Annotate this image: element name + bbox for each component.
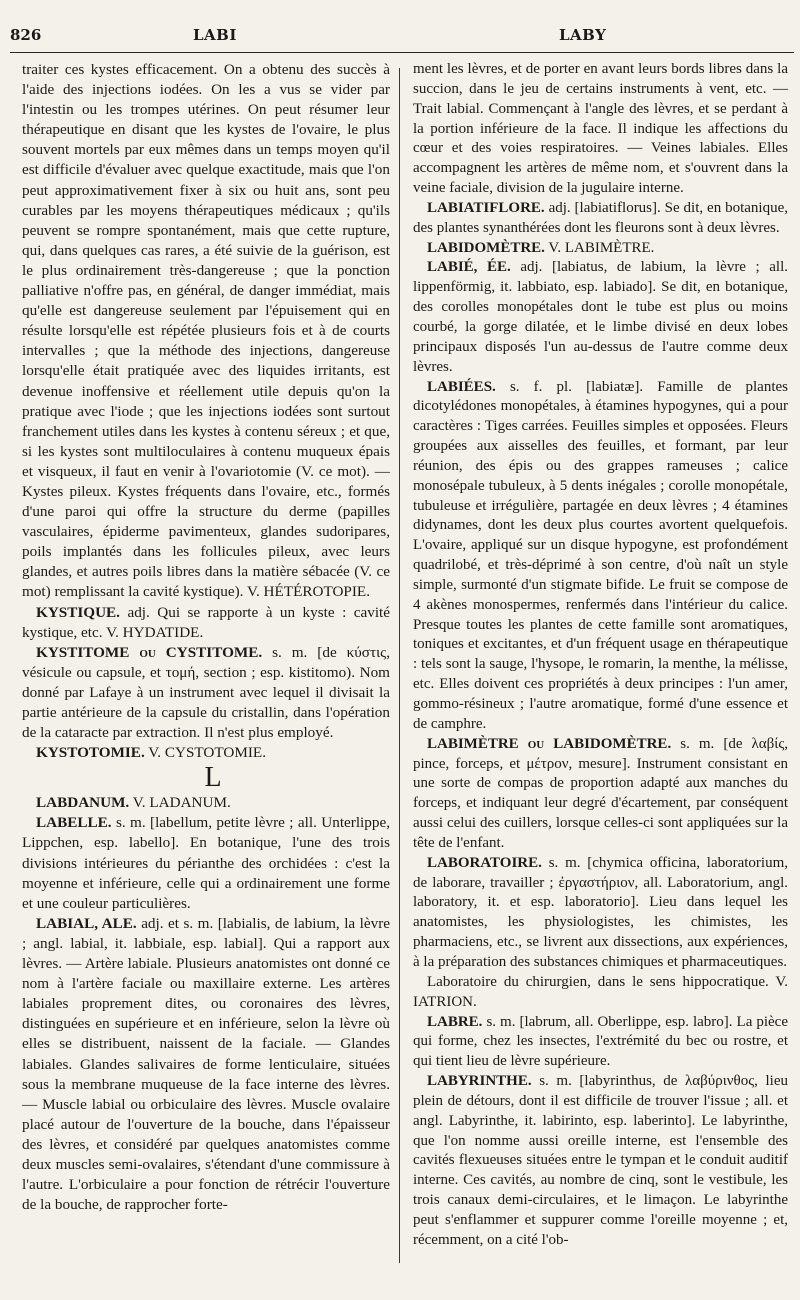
definition: V. LADANUM. [132, 794, 231, 812]
definition: s. m. [chymica officina, laboratorium, de laborare, travailler ; ἐργαστήριον, all. Laboratorium, angl. laboratory, it. et esp. laboratorio]. Lieu dans lequel les anatomistes, les physiologistes, les chimistes, les pharmaciens, etc., se livrent aux dissections, aux expériences, à la préparation des substances chimiques et pharmaceutiques. [413, 854, 789, 970]
headword: LABYRINTHE. [427, 1073, 532, 1090]
entry-laboratoire-subentry: Laboratoire du chirurgien, dans le sens hippocratique. V. IATRION. [413, 973, 788, 1010]
right-column [413, 60, 788, 1251]
headword: KYSTOTOMIE. [36, 744, 145, 762]
entry-labidometre [413, 239, 788, 259]
definition: s. f. pl. [labiatæ]. Famille de plantes dicotylédones monopétales, à étamines hypogynes, qui a pour caractères : Tiges carrées. Feuilles simples et opposées. Fleurs groupées aux aisselles des feuilles, et formant, par leur réunion, des épis ou des grappes rameuses ; calice monosépale tubuleux, à 5 dents inégales ; corolle monopétale, tubuleuse et irrégulière, partagée en deux lèvres ; 4 étamines didynames, dont les deux plus courtes avortent quelquefois. L'ovaire, appliqué sur un disque hypogyne, est profondément quadrilobé, et très-déprimé à son centre, d'où naît un style simple, surmonté d'un stigmate bifide. Le fruit se compose de 4 akènes monospermes, renfermés dans l'intérieur du calice. Presque toutes les plantes de cette famille sont aromatiques, toniques et excitantes, et d'un fréquent usage en thérapeutique : tels sont la sauge, l'hysope, le romarin, la menthe, la mélisse, etc. Elles doivent ces propriétés à deux principes : l'un amer, gommo-résineux ; l'autre aromatique, formé d'une essence et de camphre. [413, 378, 789, 732]
entry-continuation: ment les lèvres, et de porter en avant leurs bords libres dans la succion, dans le jeu de certains instruments à vent, etc. — Trait labial. Commençant à l'angle des lèvres, et se perdant à la portion inférieure de la face. Il indique les affections du cœur et des voies respiratoires. — Veines labiales. Elles accompagnent les artères de même nom, et s'ouvrent dans la veine faciale, division de la jugulaire interne. [413, 61, 788, 197]
entry-labiees [413, 378, 788, 735]
entry-labiatiflore [413, 199, 788, 239]
headword: KYSTIQUE. [36, 603, 120, 621]
definition: s. m. [de κύστις, vésicule ou capsule, et τομή, section ; esp. kistitomo). Nom donné par Lafaye à un instrument avec lequel il divisait la partie antérieure de la capsule du cristallin, dans l'opération de la cataracte par extraction. Il n'est plus employé. [22, 643, 390, 742]
entry-labimetre [413, 735, 788, 854]
definition: adj. et s. m. [labialis, de labium, la lèvre ; angl. labial, it. labbiale, esp. labial]. Qui a rapport aux lèvres. — Artère labiale. Plusieurs anatomistes ont donné ce nom à l'artère faciale ou maxillaire externe. Les artères labiales proprement dites, ou coronaires des lèvres, distinguées en supérieure et en inférieure, selon la lèvre où elles se distribuent, naissent de la faciale. — Glandes labiales. Glandes salivaires de forme lenticulaire, situées sous la membrane muqueuse de la face interne des lèvres. — Muscle labial ou orbiculaire des lèvres. Muscle ovalaire placé autour de l'ouverture de la bouche, dans l'épaisseur des lèvres, et considéré par quelques anatomistes comme deux muscles semi-ovalaires, s'étendant d'une commissure à l'autre. L'orbiculaire a pour fonction de rétrécir l'ouverture de la bouche, de rapprocher forte- [22, 914, 390, 1214]
entry-laboratoire [413, 854, 788, 973]
headword: LABIÉES. [427, 378, 496, 395]
headword: LABIAL, ALE. [36, 914, 137, 932]
entry-labdanum [22, 793, 390, 813]
left-column [22, 60, 390, 1215]
definition: adj. [labiatiflorus]. Se dit, en botanique, des plantes synanthérées dont les fleurons sont à deux lèvres. [413, 199, 788, 236]
right-running-title: LABY [559, 26, 607, 44]
entry-continuation: traiter ces kystes efficacement. On a obtenu des succès à l'aide des injections iodées. On les a vus se vider par l'intestin ou les trompes utérines. On peut résumer leur thérapeutique en disant que les kystes de l'ovaire, le plus souvent mortels par eux mêmes dans un temps moyen qu'il est difficile d'évaluer avec quelque exactitude, mais que l'on peut approximativement fixer à six ou huit ans, sont peu curables par les moyens thérapeutiques médicaux ; qu'ils peuvent se rompre spontanément, mais que cette rupture, qui, dans quelques cas rares, a été suivie de la guérison, est le plus ordinairement très-dangereuse ; que la ponction palliative n'offre pas, en général, de danger immédiat, mais qu'elle est dangereuse seulement par l'épuisement qui en résulte lorsqu'elle est répétée plusieurs fois et à de courts intervalles ; que la méthode des injections, dangereuse lorsqu'elle était pratiquée avec des liquides irritants, est devenue inoffensive et réellement utile depuis qu'on la pratique avec l'iode ; que les injections iodées sont surtout franchement utiles dans les kystes à contenu séreux ; et que, si les kystes sont multiloculaires à contenu muqueux épais et visqueux, il faut en venir à l'ovariotomie (V. ce mot). — Kystes pileux. Kystes fréquents dans l'ovaire, etc., formés d'une paroi qui offre la structure du derme (papilles vasculaires, épiderme pavimenteux, glandes sudoripares, poils implantés dans les follicules pileux, avec leurs glandes, et autres poils libres dans la matière sébacée (V. ce mot) remplissant la cavité kystique). V. HÉTÉROTOPIE. [22, 61, 390, 601]
entry-labelle [22, 813, 390, 913]
headword: LABIDOMÈTRE. [427, 239, 545, 256]
entry-labre [413, 1013, 788, 1073]
definition: s. m. [labyrinthus, de λαβύρινθος, lieu plein de détours, dont il est difficile de trouver l'issue ; all. et angl. Labyrinthe, it. labirinto, esp. laberinto]. Le labyrinthe, que l'on nomme aussi oreille interne, est l'ensemble des cavités flexueuses situées entre le tympan et le conduit auditif interne. Ces cavités, au nombre de cinq, sont le vestibule, les trois canaux demi-circulaires, et le limaçon. Le labyrinthe peut s'enflammer et suppurer comme l'oreille moyenne ; et, récemment, on a cité l'ob- [413, 1073, 789, 1248]
headword: LABORATOIRE. [427, 854, 542, 871]
headword: LABDANUM. [36, 794, 130, 812]
section-letter: L [204, 762, 222, 794]
left-running-title: LABI [193, 26, 237, 44]
page-number: 826 [10, 26, 42, 44]
headword: LABELLE. [36, 814, 112, 832]
header-rule [10, 52, 794, 53]
definition: s. m. [de λαβίς, pince, forceps, et μέτρον, mesure]. Instrument consistant en une sorte de compas de proportion adapté aux manches du forceps, et indiquant leur degré d'écartement, par conséquent aussi celui des cuillers, lorsque celles-ci sont appliquées sur la tête de l'enfant. [413, 735, 789, 851]
definition: adj. Qui se rapporte à un kyste : cavité kystique, etc. V. HYDATIDE. [22, 603, 391, 641]
entry-labial [22, 914, 390, 1215]
definition: s. m. [labrum, all. Oberlippe, esp. labro]. La pièce qui forme, chez les insectes, l'extrémité du bec ou rostre, et qui tient lieu de lèvre supérieure. [413, 1013, 789, 1070]
running-header [10, 26, 794, 48]
column-divider [399, 68, 400, 1263]
entry-kystotomie [22, 743, 390, 763]
entry-labie [413, 258, 788, 377]
definition: adj. [labiatus, de labium, la lèvre ; all. lippenförmig, it. labbiato, esp. labiado]. Se dit, en botanique, des corolles monopétales dont le tube est plus ou moins courbé, la gorge dilatée, et le limbe divisé en deux lobes principaux disposés l'un au-dessus de l'autre comme deux lèvres. [413, 259, 788, 375]
headword: KYSTITOME ou CYSTITOME. [36, 643, 263, 661]
headword: LABRE. [427, 1013, 483, 1030]
headword: LABIATIFLORE. [427, 199, 545, 216]
definition: s. m. [labellum, petite lèvre ; all. Unterlippe, Lippchen, esp. labello]. En botanique, l'une des trois divisions intérieures du périanthe des orchidées : c'est la moyenne et inférieure, celle qui a ordinairement une forme et une couleur particulières. [22, 814, 390, 912]
headword: LABIMÈTRE ou LABIDOMÈTRE. [427, 735, 672, 752]
headword: LABIÉ, ÉE. [427, 259, 511, 276]
definition: V. CYSTOTOMIE. [148, 744, 267, 762]
entry-kystitome [22, 643, 390, 743]
entry-kystique [22, 603, 390, 643]
entry-labyrinthe [413, 1072, 788, 1251]
definition: V. LABIMÈTRE. [548, 239, 655, 256]
